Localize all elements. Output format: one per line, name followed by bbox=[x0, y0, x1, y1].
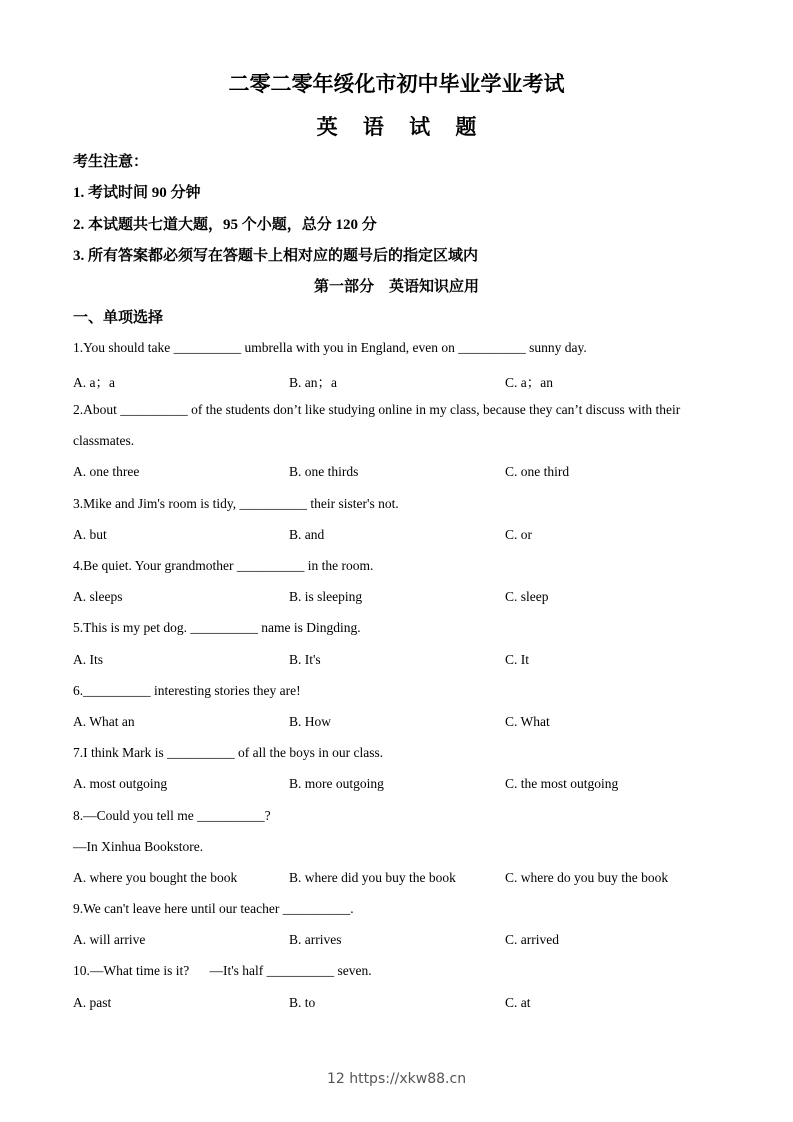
question-8-option-a: A. where you bought the book bbox=[73, 870, 238, 885]
question-3-option-b: B. and bbox=[289, 527, 325, 542]
notice-item-1: 1. 考试时间 90 分钟 bbox=[73, 185, 201, 201]
question-8-option-b: B. where did you buy the book bbox=[289, 870, 456, 885]
question-4-option-c: C. sleep bbox=[505, 589, 549, 604]
part-title: 第一部分 英语知识应用 bbox=[313, 279, 479, 295]
question-2-option-a: A. one three bbox=[73, 464, 140, 479]
question-9-option-a: A. will arrive bbox=[73, 932, 146, 947]
question-5-option-a: A. Its bbox=[73, 652, 103, 667]
question-6-option-b: B. How bbox=[289, 714, 332, 729]
question-4-stem: 4.Be quiet. Your grandmother __________ in the room. bbox=[73, 558, 374, 573]
question-8-option-c: C. where do you buy the book bbox=[505, 870, 669, 885]
question-7-option-b: B. more outgoing bbox=[289, 776, 384, 791]
question-1-option-b: B. an；a bbox=[289, 375, 337, 390]
notice-item-3: 3. 所有答案都必须写在答题卡上相对应的题号后的指定区域内 bbox=[73, 248, 479, 264]
question-4-option-b: B. is sleeping bbox=[289, 589, 363, 604]
question-10-option-c: C. at bbox=[505, 995, 531, 1010]
exam-subtitle: 英 语 试 题 bbox=[316, 115, 487, 139]
question-9-option-b: B. arrives bbox=[289, 932, 342, 947]
section-heading: 一、单项选择 bbox=[73, 310, 164, 326]
question-5-stem: 5.This is my pet dog. __________ name is Dingding. bbox=[73, 620, 361, 635]
question-6-option-c: C. What bbox=[505, 714, 550, 729]
question-6-option-a: A. What an bbox=[73, 714, 135, 729]
question-1-stem: 1.You should take __________ umbrella with you in England, even on __________ sunny day. bbox=[73, 340, 587, 355]
question-3-option-c: C. or bbox=[505, 527, 532, 542]
question-7-stem: 7.I think Mark is __________ of all the boys in our class. bbox=[73, 745, 384, 760]
question-8-stem: 8.—Could you tell me __________? bbox=[73, 808, 271, 823]
notice-item-2: 2. 本试题共七道大题，95 个小题，总分 120 分 bbox=[73, 217, 377, 233]
exam-title: 二零二零年绥化市初中毕业学业考试 bbox=[228, 72, 565, 96]
question-10-option-b: B. to bbox=[289, 995, 316, 1010]
question-7-option-c: C. the most outgoing bbox=[505, 776, 619, 791]
question-3-option-a: A. but bbox=[73, 527, 107, 542]
question-6-stem: 6.__________ interesting stories they are! bbox=[73, 683, 301, 698]
question-10-stem: 10.—What time is it? —It's half __________ seven. bbox=[73, 963, 372, 978]
question-9-stem: 9.We can't leave here until our teacher __________. bbox=[73, 901, 354, 916]
page-footer: 12 https://xkw88.cn bbox=[326, 1071, 467, 1087]
question-2-stem-cont: classmates. bbox=[73, 433, 135, 448]
question-10-option-a: A. past bbox=[73, 995, 112, 1010]
question-3-stem: 3.Mike and Jim's room is tidy, __________ their sister's not. bbox=[73, 496, 399, 511]
question-1-option-c: C. a；an bbox=[505, 375, 553, 390]
question-2-option-b: B. one thirds bbox=[289, 464, 359, 479]
question-4-option-a: A. sleeps bbox=[73, 589, 123, 604]
question-5-option-b: B. It's bbox=[289, 652, 321, 667]
question-7-option-a: A. most outgoing bbox=[73, 776, 168, 791]
question-2-stem: 2.About __________ of the students don’t like studying online in my class, because they can’t discuss with their bbox=[73, 402, 681, 417]
question-1-option-a: A. a；a bbox=[73, 375, 115, 390]
notice-heading: 考生注意： bbox=[73, 154, 149, 170]
question-8-stem-cont: —In Xinhua Bookstore. bbox=[73, 839, 204, 854]
question-9-option-c: C. arrived bbox=[505, 932, 559, 947]
question-2-option-c: C. one third bbox=[505, 464, 570, 479]
question-5-option-c: C. It bbox=[505, 652, 530, 667]
